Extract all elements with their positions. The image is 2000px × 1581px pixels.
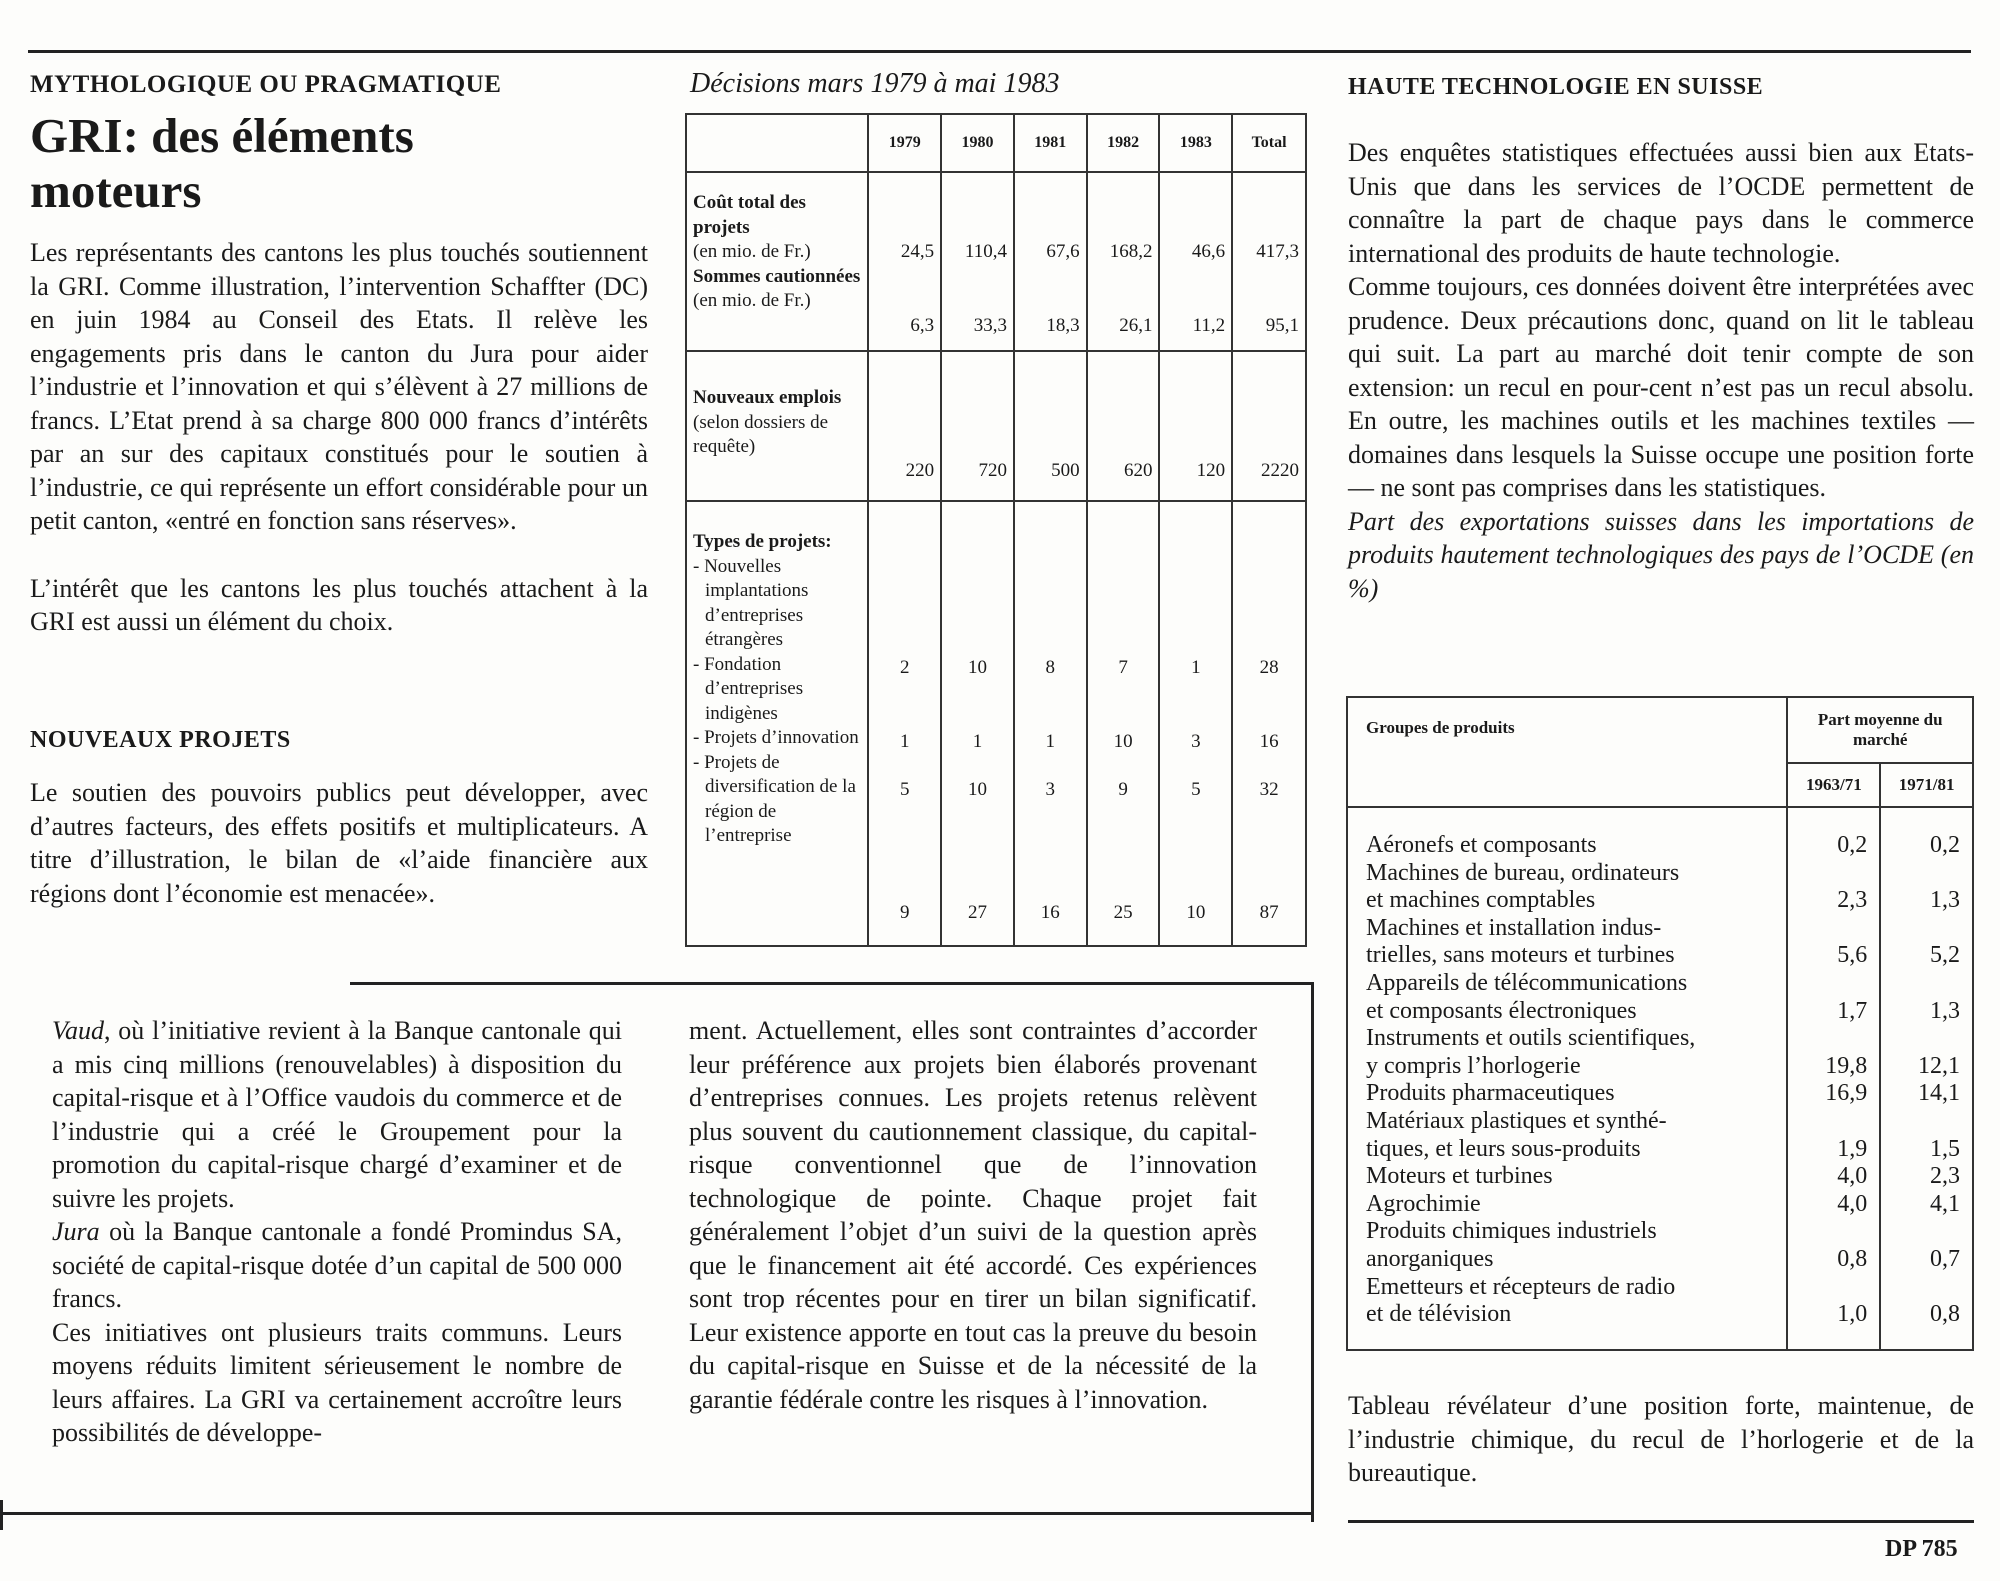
product-label-line: Machines et installation indus-	[1366, 914, 1662, 941]
cost-value: 24,5	[900, 241, 935, 262]
product-label-line: et machines comptables	[1366, 887, 1596, 914]
header-year: 1983	[1159, 114, 1232, 172]
spacer	[1882, 1108, 1960, 1136]
type-value: 5	[1191, 779, 1201, 800]
box-jura-paragraph	[52, 1215, 622, 1316]
box-jura-lead: Jura	[52, 1217, 100, 1246]
spacer	[1882, 1218, 1960, 1246]
type-value: 1	[972, 730, 983, 752]
type-value: 16	[1259, 730, 1279, 752]
left-body	[30, 236, 648, 639]
type-value: 1	[900, 730, 910, 752]
page-title	[30, 108, 650, 218]
type-label: - Projets de diversification de la région de l’entreprise	[693, 751, 856, 846]
spacer	[1882, 860, 1960, 888]
spacer	[1789, 1025, 1867, 1053]
type-value: 2	[900, 657, 910, 678]
sums-value: 26,1	[1119, 314, 1153, 336]
jobs-value: 2220	[1232, 351, 1306, 501]
products-table	[1346, 696, 1974, 1351]
product-value-1971: 1,3	[1930, 997, 1960, 1024]
product-value-1963: 1,0	[1837, 1301, 1868, 1328]
spacer	[1882, 915, 1960, 943]
cost-value: 110,4	[964, 241, 1007, 262]
header-period: 1971/81	[1880, 763, 1973, 807]
sums-unit: (en mio. de Fr.)	[693, 290, 811, 311]
box-column-1	[52, 1014, 622, 1450]
type-value: 5	[900, 779, 910, 800]
box-bottom-rule	[0, 1512, 1314, 1515]
left-paragraph-2: L’intérêt que les cantons les plus touchés attachent à la GRI est aussi un élément du choix.	[30, 573, 648, 636]
header-total: Total	[1232, 114, 1306, 172]
type-value: 10	[1113, 730, 1133, 752]
product-label-line: Instruments et outils scientifiques,	[1366, 1025, 1696, 1052]
product-labels	[1347, 807, 1787, 1350]
product-label-line: trielles, sans moteurs et turbines	[1366, 942, 1675, 969]
decisions-table	[685, 113, 1307, 947]
right-paragraph-1: Des enquêtes statistiques effectuées aussi bien aux Etats-Unis que dans les services de l’OCDE permettent de connaître la part de chaque pays dans le commerce international des produits de haute technologie.	[1348, 138, 1974, 268]
type-value: 7	[1118, 657, 1128, 678]
type-label: - Nouvelles implantations d’entreprises étrangères	[693, 555, 809, 650]
kicker: MYTHOLOGIQUE OU PRAGMATIQUE	[30, 71, 502, 98]
sums-value: 33,3	[973, 314, 1007, 336]
sums-value: 6,3	[910, 314, 935, 336]
product-values-1971	[1880, 807, 1973, 1350]
product-value-1963: 19,8	[1825, 1052, 1868, 1079]
sums-value: 11,2	[1192, 314, 1226, 336]
headline-line-1: GRI: des éléments	[30, 108, 414, 163]
product-value-1971: 1,5	[1930, 1135, 1960, 1162]
type-value: 10	[968, 657, 988, 678]
decisions-header-row	[686, 114, 1306, 172]
type-value: 1	[1191, 657, 1201, 678]
section-heading: NOUVEAUX PROJETS	[30, 727, 291, 753]
header-period: 1963/71	[1787, 763, 1880, 807]
section-paragraph: Le soutien des pouvoirs publics peut développer, avec d’autres facteurs, des effets positifs et multiplicateurs. A titre d’illustration, le bilan de «l’aide financière aux régions dont l’économie est menacée».	[30, 778, 648, 908]
type-value: 25	[1113, 901, 1133, 923]
products-header-row	[1347, 697, 1973, 763]
type-value: 32	[1259, 779, 1279, 800]
right-paragraph-2: Comme toujours, ces données doivent être interprétées avec prudence. Deux précautions donc, quand on lit le tableau qui suit. La part au marché doit tenir compte de son extension: un recul en pour-cent n’est pas un recul absolu. En outre, les machines outils et les machines textiles — domaines dans lesquels la Suisse occupe une position forte — ne sont pas comprises dans les statistiques.	[1348, 272, 1974, 502]
box-left-stub	[0, 1500, 3, 1530]
product-label-line: anorganiques	[1366, 1245, 1494, 1272]
decisions-caption: Décisions mars 1979 à mai 1983	[690, 68, 1060, 99]
box-vaud-paragraph	[52, 1014, 622, 1215]
cost-unit: (en mio. de Fr.)	[693, 241, 811, 262]
product-value-1963: 1,7	[1837, 997, 1868, 1024]
spacer	[1882, 970, 1960, 998]
product-value-1971: 12,1	[1918, 1052, 1960, 1079]
sums-label: Sommes cautionnées	[693, 265, 861, 287]
spacer	[1789, 1218, 1867, 1246]
spacer	[1882, 1274, 1960, 1302]
product-value-1971: 4,1	[1930, 1190, 1960, 1217]
box-top-rule	[350, 982, 1313, 985]
product-value-1963: 16,9	[1825, 1080, 1868, 1107]
product-label-line: Moteurs et turbines	[1366, 1163, 1553, 1190]
type-label: - Projets d’innovation	[693, 727, 859, 748]
cost-value: 168,2	[1109, 241, 1153, 262]
type-value: 8	[1045, 657, 1056, 678]
type-value: 87	[1259, 901, 1279, 923]
type-value: 27	[968, 901, 988, 923]
products-body-row	[1347, 807, 1973, 1350]
jobs-value: 500	[1014, 351, 1087, 501]
product-value-1971: 1,3	[1930, 887, 1960, 914]
sums-value: 18,3	[1046, 314, 1080, 336]
spacer	[1789, 970, 1867, 998]
product-label-line: tiques, et leurs sous-produits	[1366, 1135, 1641, 1162]
header-share: Part moyenne du marché	[1787, 697, 1973, 763]
product-value-1971: 5,2	[1930, 942, 1960, 969]
jobs-label: Nouveaux emplois	[693, 387, 842, 408]
page-number: DP 785	[1885, 1536, 1958, 1562]
right-closing: Tableau révélateur d’une position forte, maintenue, de l’industrie chimique, du recul de l’horlogerie et de la bureautique.	[1348, 1391, 1974, 1487]
box-vaud-text: , où l’initiative revient à la Banque cantonale qui a mis cinq millions (renouvelables) à disposition du capital-risque et à l’Office vaudois du commerce et de l’industrie qui a créé le Groupement pour la promotion du capital-risque chargé d’examiner et de suivre les projets.	[52, 1016, 622, 1213]
right-heading: HAUTE TECHNOLOGIE EN SUISSE	[1348, 74, 1764, 100]
header-year: 1979	[868, 114, 941, 172]
product-value-1971: 14,1	[1918, 1080, 1960, 1107]
spacer	[1789, 1108, 1867, 1136]
product-label-line: Aéronefs et composants	[1366, 832, 1597, 858]
product-label-line: et composants électroniques	[1366, 997, 1637, 1024]
box-vaud-lead: Vaud	[52, 1016, 104, 1045]
cost-value: 67,6	[1046, 241, 1080, 262]
product-label-line: Produits chimiques industriels	[1366, 1218, 1657, 1245]
type-value: 28	[1259, 657, 1279, 678]
sums-value: 95,1	[1265, 314, 1299, 336]
type-value: 3	[1191, 730, 1201, 752]
type-value: 9	[1118, 779, 1128, 800]
footer-rule	[1348, 1520, 1974, 1523]
product-value-1963: 4,0	[1837, 1190, 1868, 1217]
jobs-value: 720	[941, 351, 1014, 501]
cost-value: 417,3	[1256, 241, 1299, 262]
type-value: 1	[1045, 730, 1056, 752]
product-value-1963: 4,0	[1837, 1163, 1868, 1190]
spacer	[1882, 1025, 1960, 1053]
product-value-1963: 2,3	[1837, 887, 1868, 914]
right-caption: Part des exportations suisses dans les importations de produits hautement technologiques des pays de l’OCDE (en %)	[1348, 506, 1974, 603]
spacer	[1789, 860, 1867, 888]
box-jura-text: où la Banque cantonale a fondé Promindus SA, société de capital-risque dotée d’un capital de 500 000 francs.	[52, 1217, 622, 1313]
product-value-1963: 5,6	[1837, 942, 1868, 969]
product-label-line: et de télévision	[1366, 1301, 1512, 1328]
type-value: 3	[1045, 779, 1056, 800]
left-paragraph-1: Les représentants des cantons les plus touchés soutiennent la GRI. Comme illustration, l’intervention Schaffter (DC) en juin 1984 au Conseil des Etats. Il relève les engagements pris dans le canton du Jura pour aider l’industrie et l’innovation et qui s’élèvent à 27 millions de francs. L’Etat prend à sa charge 800 000 francs d’intérêts par an sur des capitaux constitués pour le soutien à l’industrie, ce qui représente un effort considérable pour un petit canton, «entré en fonction sans réserves».	[30, 238, 648, 535]
right-body	[1348, 136, 1974, 605]
product-label-line: Machines de bureau, ordinateurs	[1366, 859, 1680, 886]
type-label: - Fondation d’entreprises indigènes	[693, 653, 804, 724]
product-label-line: Emetteurs et récepteurs de radio	[1366, 1273, 1676, 1300]
box-column-2: ment. Actuellement, elles sont contraintes d’accorder leur préférence aux projets bien élaborés provenant d’entreprises connues. Les projets retenus relèvent plus souvent du cautionnement classique, du capital-risque conventionnel que de l’innovation technologique de pointe. Chaque projet fait généralement l’objet d’un suivi de la question après que le financement ait été accordé. Ces expériences sont trop récentes pour en tirer un bilan significatif. Leur existence apporte en tout cas la preuve du besoin du capital-risque en Suisse et de la nécessité de la garantie fédérale contre les risques à l’innovation.	[689, 1016, 1257, 1414]
box-initiatives-paragraph: Ces initiatives ont plusieurs traits communs. Leurs moyens réduits limitent sérieusement le nombre de leurs affaires. La GRI va certainement accroître leurs possibilités de développe-	[52, 1317, 622, 1447]
box-right-rule	[1311, 982, 1314, 1522]
cost-label: Coût total des projets	[693, 192, 806, 238]
header-blank	[686, 114, 868, 172]
type-value: 16	[1040, 901, 1060, 923]
product-label-line: Matériaux plastiques et synthé-	[1366, 1107, 1667, 1134]
product-label-line: Appareils de télécommunications	[1366, 969, 1688, 996]
product-value-1971: 0,7	[1930, 1245, 1960, 1272]
product-label-line: y compris l’horlogerie	[1366, 1052, 1581, 1079]
jobs-sub: (selon dossiers de requête)	[693, 411, 829, 457]
type-value: 10	[968, 779, 988, 800]
spacer	[1789, 915, 1867, 943]
product-value-1971: 0,8	[1930, 1301, 1960, 1328]
jobs-value: 120	[1159, 351, 1232, 501]
top-rule	[28, 50, 1971, 53]
header-groups: Groupes de produits	[1347, 697, 1787, 807]
product-value-1963: 0,8	[1837, 1245, 1868, 1272]
product-label-line: Produits pharmaceutiques	[1366, 1080, 1615, 1107]
type-value: 10	[1186, 901, 1206, 923]
jobs-value: 620	[1087, 351, 1160, 501]
product-value-1963: 0,2	[1837, 832, 1868, 858]
product-value-1963: 1,9	[1837, 1135, 1868, 1162]
product-value-1971: 2,3	[1930, 1163, 1960, 1190]
headline-line-2: moteurs	[30, 163, 202, 218]
cost-value: 46,6	[1191, 241, 1226, 262]
types-row	[686, 501, 1306, 946]
jobs-value: 220	[868, 351, 941, 501]
jobs-row	[686, 351, 1306, 501]
header-year: 1982	[1087, 114, 1160, 172]
spacer	[1789, 1274, 1867, 1302]
header-year: 1981	[1014, 114, 1087, 172]
header-year: 1980	[941, 114, 1014, 172]
product-label-line: Agrochimie	[1366, 1190, 1481, 1217]
types-label: Types de projets:	[693, 531, 832, 552]
cost-row	[686, 172, 1306, 351]
type-value: 9	[900, 901, 910, 923]
product-values-1963	[1787, 807, 1880, 1350]
product-value-1971: 0,2	[1930, 832, 1960, 858]
